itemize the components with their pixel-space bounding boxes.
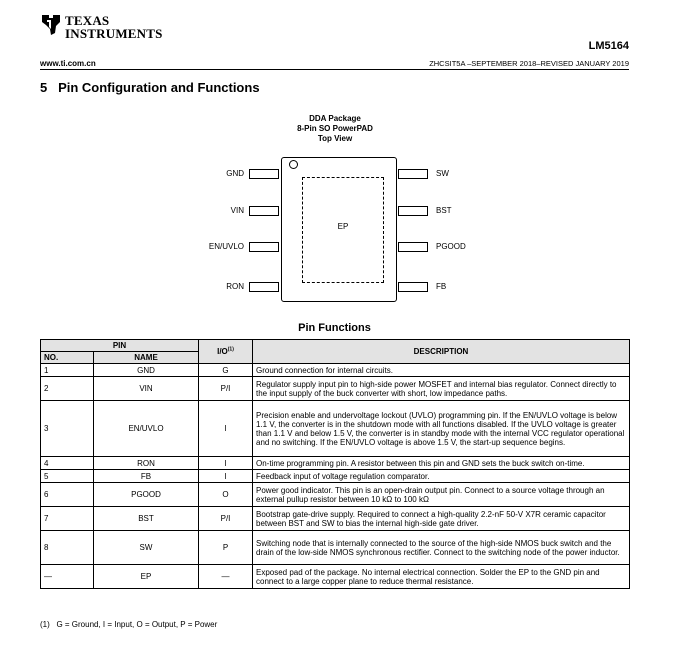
cell-io: I xyxy=(199,401,253,457)
header-io-footnote-ref: (1) xyxy=(227,346,234,353)
pin-bst xyxy=(398,206,428,216)
package-caption-line2: 8-Pin SO PowerPAD xyxy=(297,124,373,133)
cell-description: Exposed pad of the package. No internal electrical connection. Solder the EP to the GND pin and connect to a large copper plane to reduce thermal resistance. xyxy=(253,565,630,589)
cell-no: 6 xyxy=(41,483,94,507)
header-name: NAME xyxy=(94,352,199,364)
cell-no: 3 xyxy=(41,401,94,457)
package-caption xyxy=(270,114,400,144)
pin-label-bst: BST xyxy=(436,206,452,215)
pin-label-pgood: PGOOD xyxy=(436,242,466,251)
cell-io: I xyxy=(199,470,253,483)
document-id: ZHCSIT5A –SEPTEMBER 2018–REVISED JANUARY 2019 xyxy=(429,59,629,68)
pin-en-uvlo xyxy=(249,242,279,252)
pin-label-fb: FB xyxy=(436,282,447,291)
pin-ron xyxy=(249,282,279,292)
cell-name: SW xyxy=(94,531,199,565)
logo-text-instruments: INSTRUMENTS xyxy=(65,26,163,41)
table-row xyxy=(41,401,630,457)
footnote: (1) G = Ground, I = Input, O = Output, P = Power xyxy=(40,620,218,629)
pin-functions-table xyxy=(40,339,630,589)
cell-name: GND xyxy=(94,364,199,377)
part-number: LM5164 xyxy=(588,40,629,52)
pin1-indicator xyxy=(289,160,298,169)
pin-label-en-uvlo: EN/UVLO xyxy=(208,242,244,251)
cell-description: Bootstrap gate-drive supply. Required to connect a high-quality 2.2-nF 50-V X7R ceramic capacitor between BST and SW to bias the internal high-side gate driver. xyxy=(253,507,630,531)
cell-io: — xyxy=(199,565,253,589)
cell-name: VIN xyxy=(94,377,199,401)
cell-no: 4 xyxy=(41,457,94,470)
cell-no: — xyxy=(41,565,94,589)
table-row xyxy=(41,457,630,470)
ti-logo-icon xyxy=(40,12,62,36)
cell-no: 1 xyxy=(41,364,94,377)
cell-description: Regulator supply input pin to high-side power MOSFET and internal bias regulator. Connect directly to the input supply of the buck converter with short, low impedance paths. xyxy=(253,377,630,401)
table-row xyxy=(41,565,630,589)
pin-label-sw: SW xyxy=(436,169,449,178)
cell-name: PGOOD xyxy=(94,483,199,507)
cell-name: FB xyxy=(94,470,199,483)
cell-description: On-time programming pin. A resistor between this pin and GND sets the buck switch on-time. xyxy=(253,457,630,470)
cell-io: O xyxy=(199,483,253,507)
header-io xyxy=(199,340,253,364)
cell-name: BST xyxy=(94,507,199,531)
header-rule xyxy=(40,69,629,70)
cell-description: Power good indicator. This pin is an open-drain output pin. Connect to a source voltage through an external pullup resistor between 10 kΩ to 100 kΩ xyxy=(253,483,630,507)
logo-text-texas: TEXAS xyxy=(65,13,110,28)
table-row xyxy=(41,377,630,401)
pin-vin xyxy=(249,206,279,216)
cell-io: P/I xyxy=(199,507,253,531)
website-link[interactable]: www.ti.com.cn xyxy=(40,59,96,68)
table-row xyxy=(41,364,630,377)
header-pin: PIN xyxy=(41,340,199,352)
table-title: Pin Functions xyxy=(298,322,371,334)
table-row xyxy=(41,507,630,531)
cell-io: P xyxy=(199,531,253,565)
cell-no: 2 xyxy=(41,377,94,401)
package-caption-line1: DDA Package xyxy=(309,114,361,123)
cell-name: EN/UVLO xyxy=(94,401,199,457)
pin-label-gnd: GND xyxy=(226,169,244,178)
cell-name: RON xyxy=(94,457,199,470)
table-row xyxy=(41,483,630,507)
cell-io: G xyxy=(199,364,253,377)
header-description: DESCRIPTION xyxy=(253,340,630,364)
pin-sw xyxy=(398,169,428,179)
cell-no: 7 xyxy=(41,507,94,531)
pin-fb xyxy=(398,282,428,292)
cell-io: P/I xyxy=(199,377,253,401)
cell-io: I xyxy=(199,457,253,470)
pin-label-vin: VIN xyxy=(230,206,244,215)
table-row xyxy=(41,531,630,565)
package-caption-line3: Top View xyxy=(317,134,353,143)
exposed-pad-label: EP xyxy=(337,222,349,231)
cell-no: 8 xyxy=(41,531,94,565)
cell-description: Feedback input of voltage regulation comparator. xyxy=(253,470,630,483)
section-title: 5 Pin Configuration and Functions xyxy=(40,80,260,95)
pin-gnd xyxy=(249,169,279,179)
header-io-label: I/O xyxy=(217,347,228,357)
table-row xyxy=(41,470,630,483)
header-no: NO. xyxy=(41,352,94,364)
cell-description: Switching node that is internally connected to the source of the high-side NMOS buck switch and the drain of the low-side NMOS synchronous rectifier. Connect to the switching node of the power inductor. xyxy=(253,531,630,565)
cell-name: EP xyxy=(94,565,199,589)
ti-logo xyxy=(40,12,170,42)
cell-no: 5 xyxy=(41,470,94,483)
pin-label-ron: RON xyxy=(226,282,244,291)
pin-pgood xyxy=(398,242,428,252)
cell-description: Precision enable and undervoltage lockout (UVLO) programming pin. If the EN/UVLO voltage is below 1.1 V, the converter is in the shutdown mode with all functions disabled. If the UVLO voltage is greater than 1.1 V and below 1.5 V, the converter is in standby mode with the internal VCC regulator operational and no switching. If the EN/UVLO voltage is above 1.5 V, the start-up sequence begins. xyxy=(253,401,630,457)
cell-description: Ground connection for internal circuits. xyxy=(253,364,630,377)
